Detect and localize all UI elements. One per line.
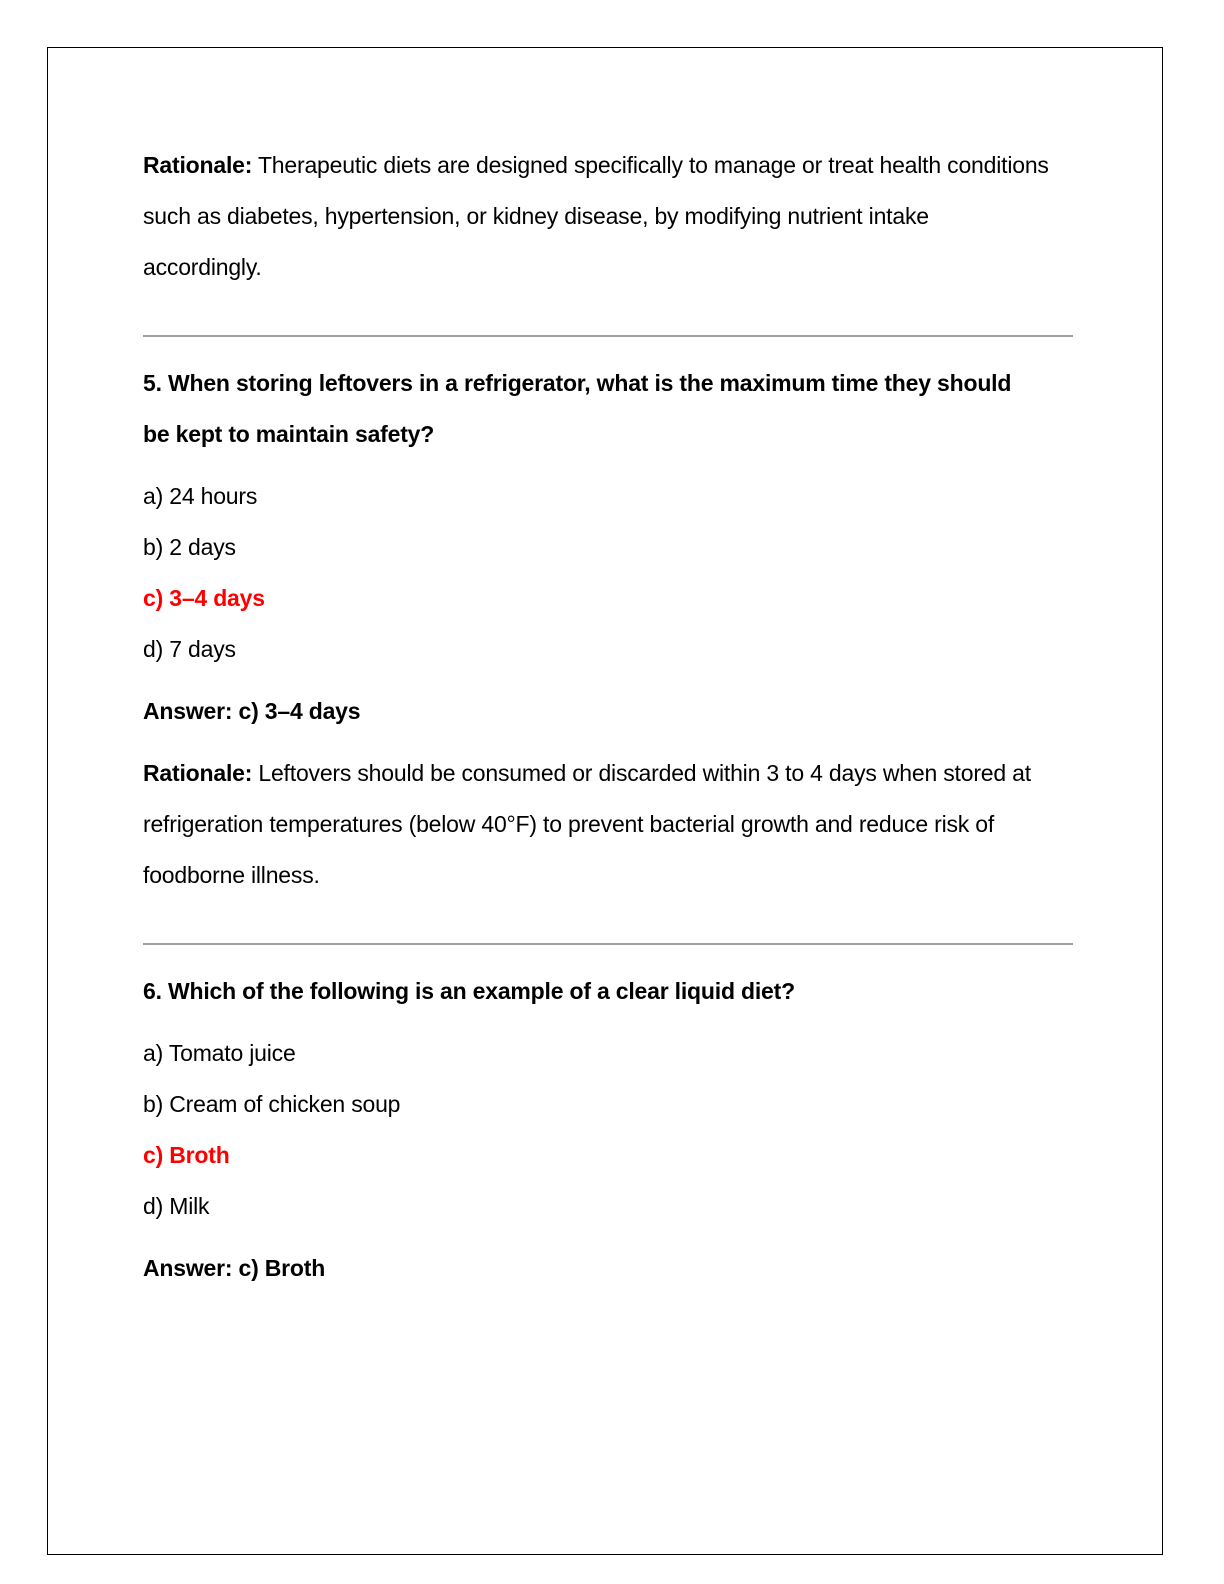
answer-option: b) 2 days — [143, 534, 236, 560]
rationale-label: Rationale: — [143, 152, 253, 178]
answer-line: Answer: c) Broth — [143, 1255, 326, 1281]
question-title: 6. Which of the following is an example of a clear liquid diet? — [143, 978, 795, 1004]
answer-line: Answer: c) 3–4 days — [143, 698, 361, 724]
answer-option-correct: c) Broth — [143, 1142, 230, 1168]
answer-option: b) Cream of chicken soup — [143, 1091, 401, 1117]
answer-option-correct: c) 3–4 days — [143, 585, 265, 611]
rationale-text: Therapeutic diets are designed specifically to manage or treat health conditions such as diabetes, hypertension, or kidney disease, by modifying nutrient intake accordingly. — [143, 152, 1049, 280]
rationale-text: Leftovers should be consumed or discarded within 3 to 4 days when stored at refrigeration temperatures (below 40°F) to prevent bacterial growth and reduce risk of foodborne illness. — [143, 760, 1031, 888]
answer-option: d) 7 days — [143, 636, 236, 662]
rationale-paragraph — [143, 748, 1078, 901]
answer-option: d) Milk — [143, 1193, 210, 1219]
answer-option: a) 24 hours — [143, 483, 258, 509]
document-content — [143, 140, 1073, 1294]
question-title: 5. When storing leftovers in a refrigerator, what is the maximum time they should be kept to maintain safety? — [143, 370, 1012, 447]
rationale-paragraph — [143, 140, 1053, 293]
answer-option: a) Tomato juice — [143, 1040, 296, 1066]
rationale-label: Rationale: — [143, 760, 253, 786]
